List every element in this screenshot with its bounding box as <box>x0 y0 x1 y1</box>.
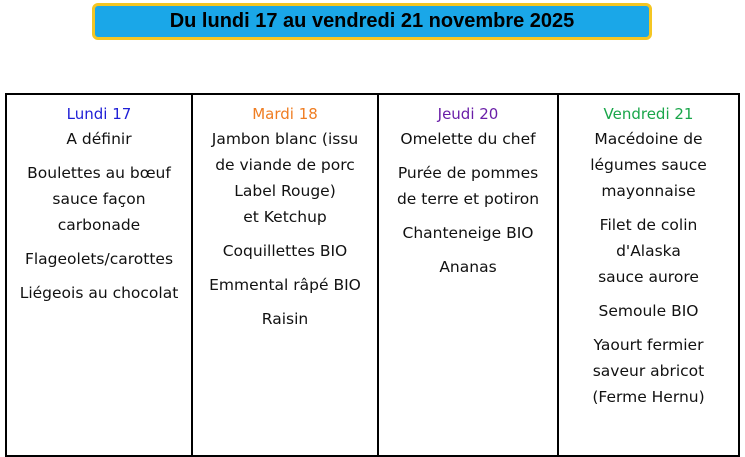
dish: Flageolets/carottes <box>24 250 174 268</box>
dish: Boulettes au bœuf sauce façon carbonade <box>27 164 171 234</box>
day-column-tuesday <box>193 95 379 455</box>
day-column-monday <box>7 95 193 455</box>
dish: Jambon blanc (issu de viande de porc Label Rouge) et Ketchup <box>211 130 359 226</box>
dish: Liégeois au chocolat <box>19 284 179 302</box>
dish: Yaourt fermier saveur abricot (Ferme Hernu) <box>592 336 705 406</box>
day-column-thursday <box>379 95 559 455</box>
dish: Chanteneige BIO <box>402 224 534 242</box>
menu-title: Du lundi 17 au vendredi 21 novembre 2025 <box>169 10 575 32</box>
dish: A définir <box>66 130 132 148</box>
day-header-tuesday: Mardi 18 <box>252 105 318 123</box>
day-header-thursday: Jeudi 20 <box>437 105 499 123</box>
dish: Semoule BIO <box>598 302 699 320</box>
menu-title-banner <box>92 3 652 40</box>
dish: Macédoine de légumes sauce mayonnaise <box>590 130 707 200</box>
dish: Filet de colin d'Alaska sauce aurore <box>598 216 699 286</box>
day-header-monday: Lundi 17 <box>66 105 132 123</box>
dish: Emmental râpé BIO <box>209 276 361 294</box>
dish: Coquillettes BIO <box>222 242 348 260</box>
weekly-menu-table <box>5 93 740 457</box>
day-column-friday <box>559 95 738 455</box>
dish: Omelette du chef <box>400 130 536 148</box>
dish: Purée de pommes de terre et potiron <box>396 164 540 208</box>
dish: Raisin <box>261 310 309 328</box>
dish: Ananas <box>439 258 497 276</box>
day-header-friday: Vendredi 21 <box>603 105 694 123</box>
